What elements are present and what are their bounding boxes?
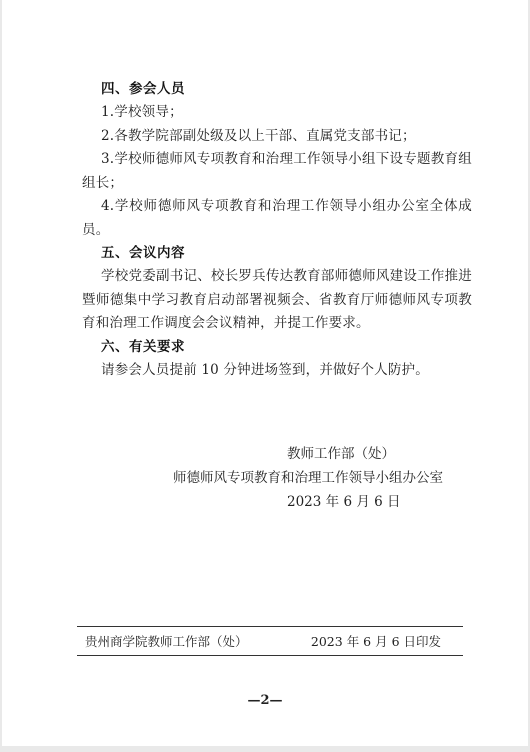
section-requirements bbox=[82, 336, 472, 383]
paragraph: 1.学校领导； bbox=[101, 104, 183, 120]
section-content bbox=[82, 242, 472, 336]
section-heading: 六、有关要求 bbox=[101, 338, 185, 355]
footer-print-date: 2023 年 6 月 6 日印发 bbox=[310, 634, 441, 649]
signature-org-secondary: 师德师风专项教育和治理工作领导小组办公室 bbox=[173, 470, 443, 486]
footer-top-rule bbox=[77, 626, 463, 627]
paragraph: 2.各教学院部副处级及以上干部、直属党支部书记； bbox=[101, 127, 416, 144]
document-page bbox=[2, 0, 528, 746]
footer-imprint bbox=[77, 633, 463, 651]
page-number: —2— bbox=[247, 693, 283, 708]
paragraph: 4.学校师德师风专项教育和治理工作领导小组办公室全体成员。 bbox=[82, 198, 472, 238]
footer-issuer: 贵州商学院教师工作部（处） bbox=[85, 634, 248, 649]
section-attendees bbox=[82, 78, 472, 242]
footer-bottom-rule bbox=[77, 655, 463, 656]
paragraph: 学校党委副书记、校长罗兵传达教育部师德师风建设工作推进暨师德集中学习教育启动部署视频会、省教育厅师德师风专项教育和治理工作调度会会议精神，并提工作要求。 bbox=[82, 268, 472, 331]
signature-date: 2023 年 6 月 6 日 bbox=[287, 494, 401, 510]
signature-org-primary: 教师工作部（处） bbox=[287, 446, 395, 462]
paragraph: 3.学校师德师风专项教育和治理工作领导小组下设专题教育组组长； bbox=[82, 151, 472, 191]
section-heading: 五、会议内容 bbox=[101, 245, 185, 261]
paragraph: 请参会人员提前 10 分钟进场签到，并做好个人防护。 bbox=[101, 361, 429, 378]
section-heading: 四、参会人员 bbox=[101, 81, 185, 97]
document-body bbox=[82, 78, 472, 382]
